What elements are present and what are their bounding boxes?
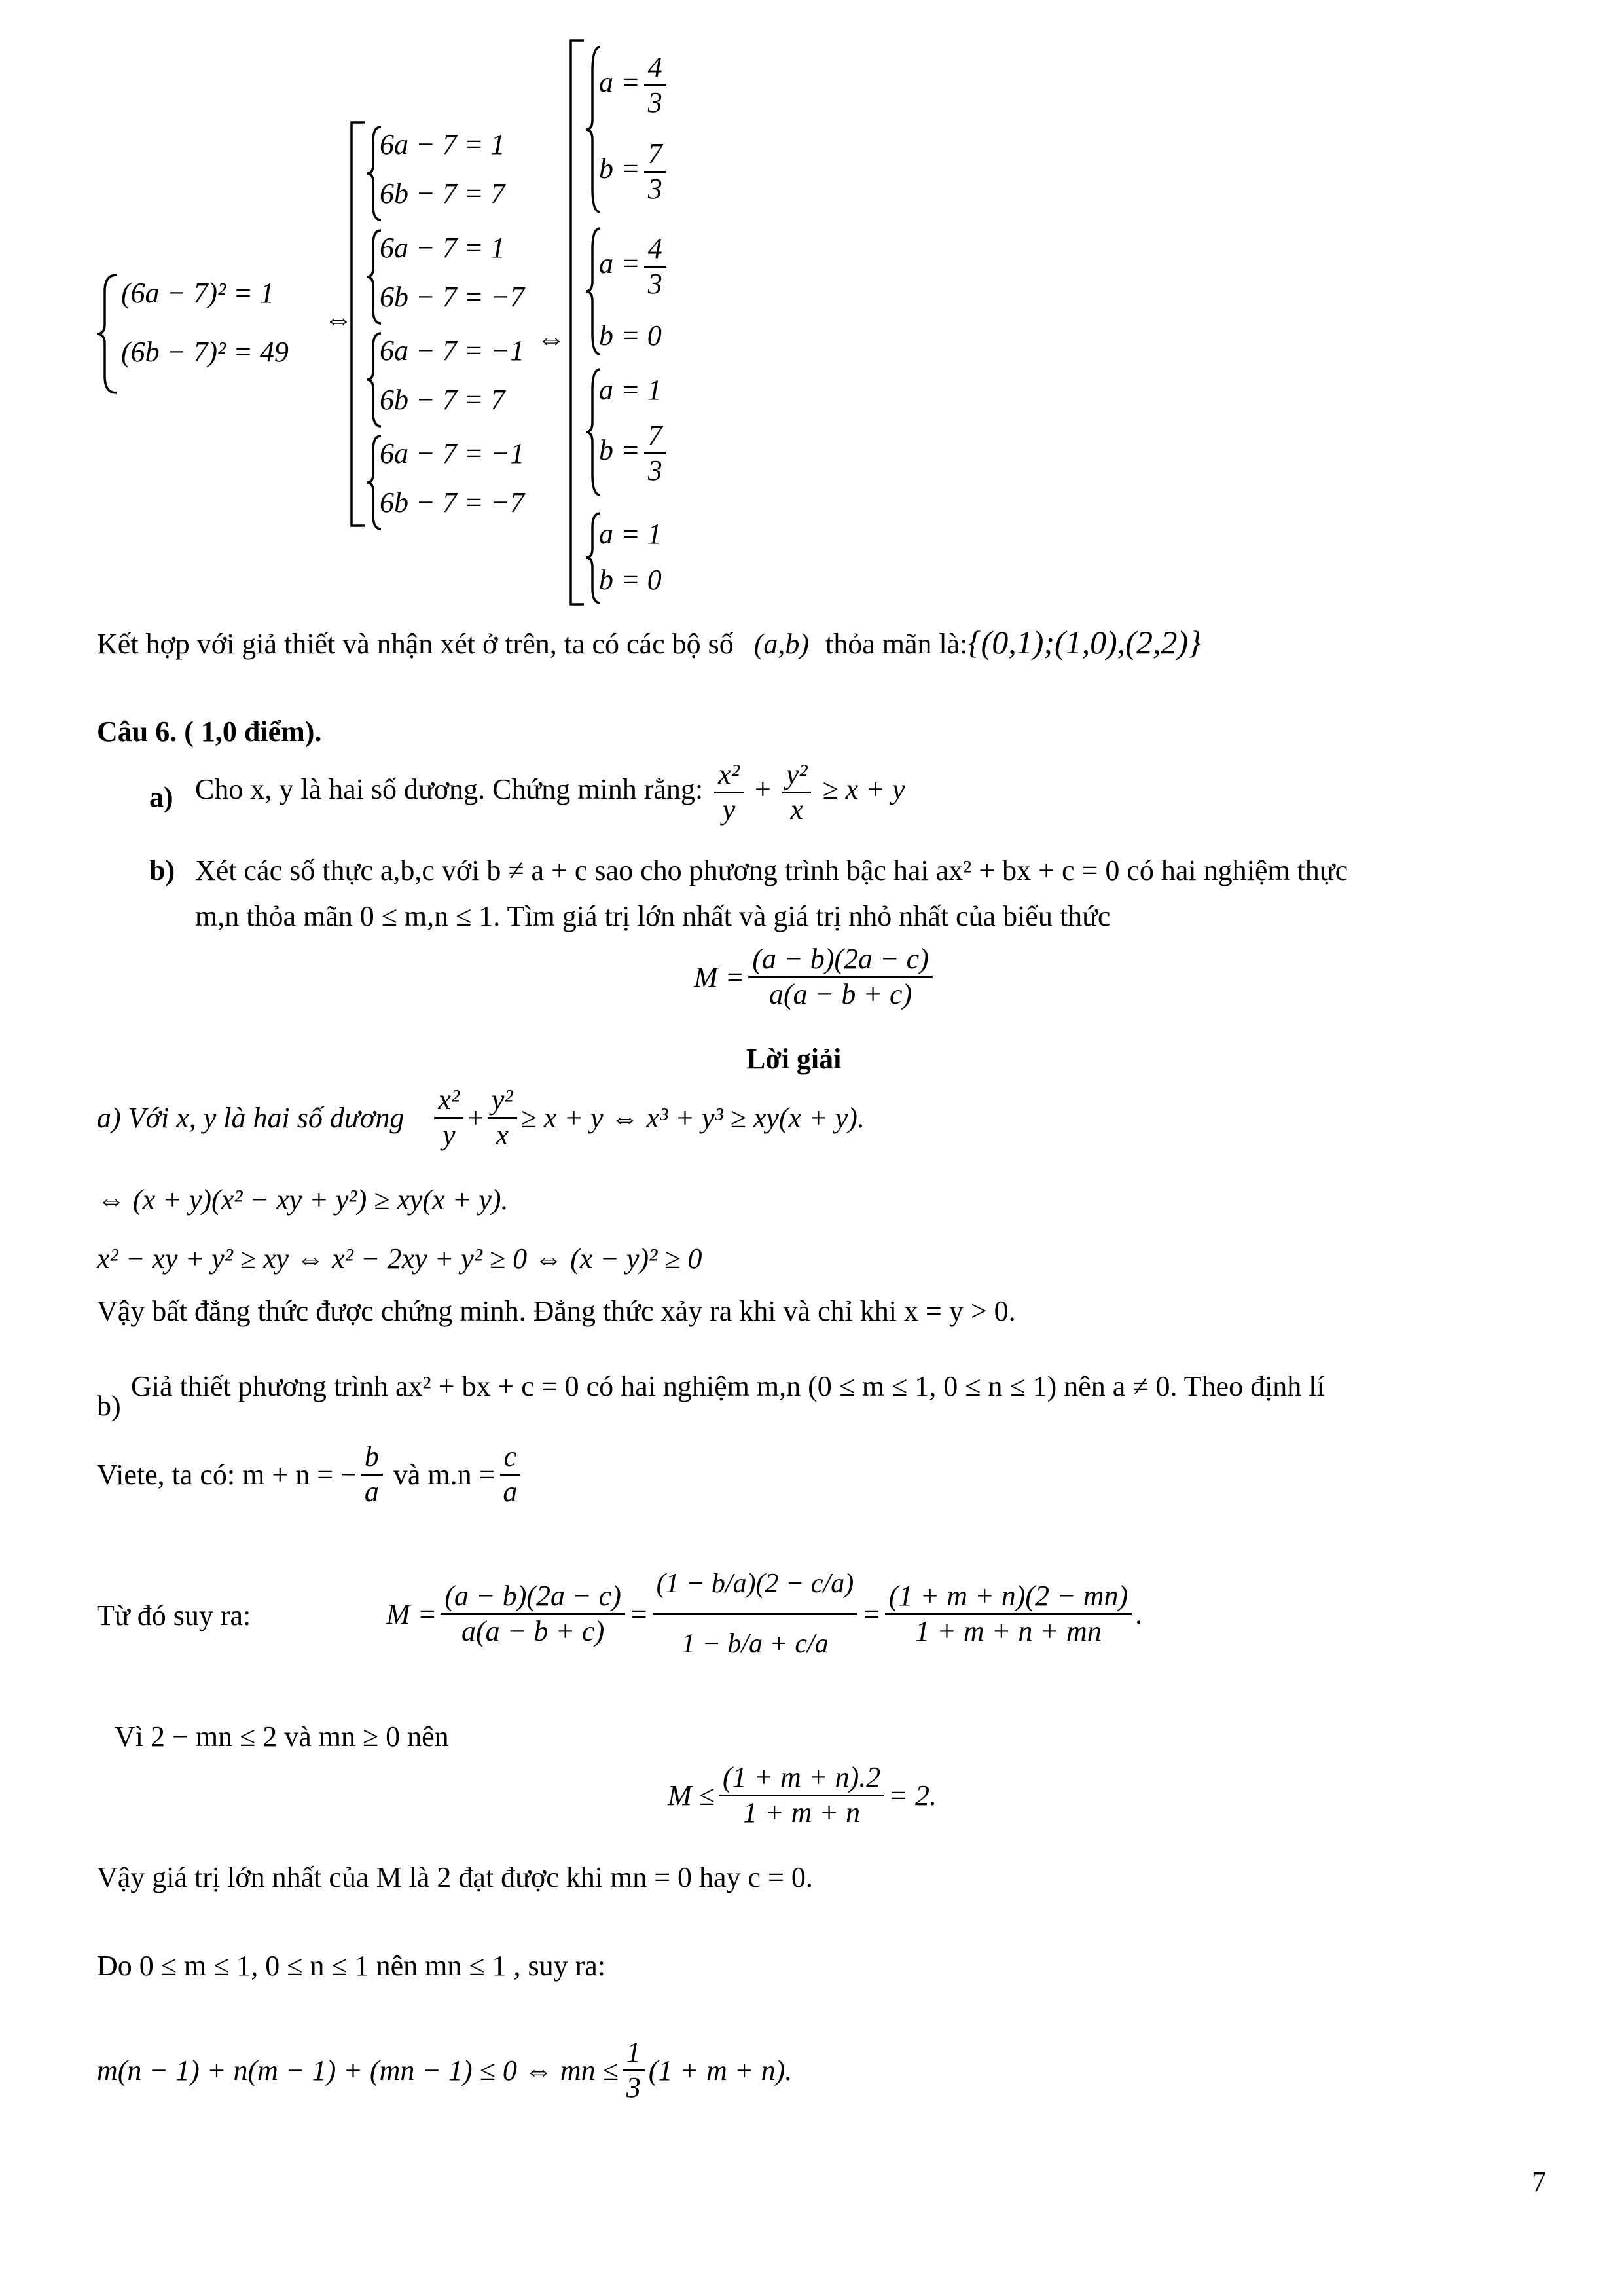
r2-a: a = $\frac{4}{3}$ bbox=[599, 232, 670, 301]
sol-a-line4: Vậy bất đẳng thức được chứng minh. Đẳng thức xảy ra khi và chỉ khi x = y > 0. bbox=[97, 1295, 1016, 1327]
r1-a: a = $\frac{4}{3}$ bbox=[599, 51, 670, 119]
mid-2-eq1: 6a − 7 = 1 bbox=[380, 232, 505, 264]
sol-a-line3: x² − xy + y² ≥ xy ⇔ x² − 2xy + y² ≥ 0 ⇔ (x − y)² ≥ 0 bbox=[97, 1243, 702, 1275]
solution-title: Lời giải bbox=[746, 1043, 842, 1075]
r4-a: a = 1 bbox=[599, 518, 662, 550]
mid-1-eq1: 6a − 7 = 1 bbox=[380, 128, 505, 160]
sol-b-do: Do 0 ≤ m ≤ 1, 0 ≤ n ≤ 1 nên mn ≤ 1 , suy ra: bbox=[97, 1950, 606, 1982]
q6b-label: b) bbox=[149, 854, 175, 886]
r4-b: b = 0 bbox=[599, 564, 662, 596]
r1-b: b = $\frac{7}{3}$ bbox=[599, 137, 670, 206]
mid-3-eq1: 6a − 7 = −1 bbox=[380, 335, 525, 367]
equiv-symbol-1: ⇔ bbox=[324, 303, 353, 335]
sol-b-vi: Vì 2 − mn ≤ 2 và mn ≥ 0 nên bbox=[115, 1721, 449, 1753]
equiv-symbol-2: ⇔ bbox=[537, 323, 566, 355]
r3-b: b = $\frac{7}{3}$ bbox=[599, 419, 670, 487]
q6b-line2: m,n thỏa mãn 0 ≤ m,n ≤ 1. Tìm giá trị lớn nhất và giá trị nhỏ nhất của biểu thức bbox=[195, 900, 1111, 932]
q6b-line1: Xét các số thực a,b,c với b ≠ a + c sao cho phương trình bậc hai ax² + bx + c = 0 có hai nghiệm thực bbox=[195, 854, 1348, 886]
sol-b-M-chain: M = $\frac{(a - b)(2a - c)}{a(a - b + c)}$ = $\frac{(1 - b/a)(2 - c/a)}{1 - b/a + c/a}$ = $\frac{(1 + m + n)(2 - mn)}{1 + m + n + mn}$ . bbox=[386, 1569, 1144, 1659]
mid-4-eq2: 6b − 7 = −7 bbox=[380, 486, 525, 519]
eq-left-1: (6a − 7)² = 1 bbox=[121, 277, 274, 309]
q6a-label: a) bbox=[149, 781, 173, 813]
question-6-title: Câu 6. ( 1,0 điểm). bbox=[97, 716, 322, 748]
sol-b-since: Từ đó suy ra: bbox=[97, 1599, 251, 1631]
conclusion-line: Kết hợp với giả thiết và nhận xét ở trên, ta có các bộ số (a,b) thỏa mãn là:{(0,1);(1,0),(2,2)} bbox=[97, 624, 1202, 661]
sol-a-line2: ⇔ (x + y)(x² − xy + y²) ≥ xy(x + y). bbox=[97, 1184, 509, 1216]
sol-b-max: Vậy giá trị lớn nhất của M là 2 đạt được khi mn = 0 hay c = 0. bbox=[97, 1861, 813, 1893]
sol-b-M-bound: M ≤ $\frac{(1 + m + n).2}{1 + m + n}$ = 2. bbox=[668, 1761, 937, 1829]
page-number: 7 bbox=[1532, 2166, 1546, 2198]
eq-left-2: (6b − 7)² = 49 bbox=[121, 336, 289, 368]
r2-b: b = 0 bbox=[599, 319, 662, 352]
q6a-statement: Cho x, y là hai số dương. Chứng minh rằng: $\frac{\text{x²}}{y}$ + $\frac{\text{y²}}{x}$ ≥ x + y bbox=[195, 758, 905, 826]
sol-b-label: b) bbox=[97, 1390, 121, 1422]
mid-3-eq2: 6b − 7 = 7 bbox=[380, 384, 505, 416]
mid-2-eq2: 6b − 7 = −7 bbox=[380, 281, 525, 313]
sol-b-line1: Giả thiết phương trình ax² + bx + c = 0 có hai nghiệm m,n (0 ≤ m ≤ 1, 0 ≤ n ≤ 1) nên a ≠ 0. Theo định lí bbox=[131, 1370, 1325, 1402]
q6b-M-expression: M = $\frac{(a - b)(2a - c)}{a(a - b + c)}$ bbox=[694, 943, 937, 1011]
sol-b-viete: Viete, ta có: m + n = − $\frac{b}{a}$ và m.n = $\frac{c}{a}$ bbox=[97, 1440, 525, 1508]
r3-a: a = 1 bbox=[599, 374, 662, 406]
sol-b-final: m(n − 1) + n(m − 1) + (mn − 1) ≤ 0 ⇔ mn ≤ $\frac{1}{3}$ (1 + m + n). bbox=[97, 2036, 793, 2104]
mid-1-eq2: 6b − 7 = 7 bbox=[380, 177, 505, 210]
mid-4-eq1: 6a − 7 = −1 bbox=[380, 437, 525, 469]
left-brace bbox=[97, 272, 123, 396]
sol-a-line1: a) Với x, y là hai số dương $\frac{\text{x²}}{y}$ + $\frac{\text{y²}}{x}$ ≥ x + y ⇔ x³ + y³ ≥ xy(x + y). bbox=[97, 1084, 865, 1151]
